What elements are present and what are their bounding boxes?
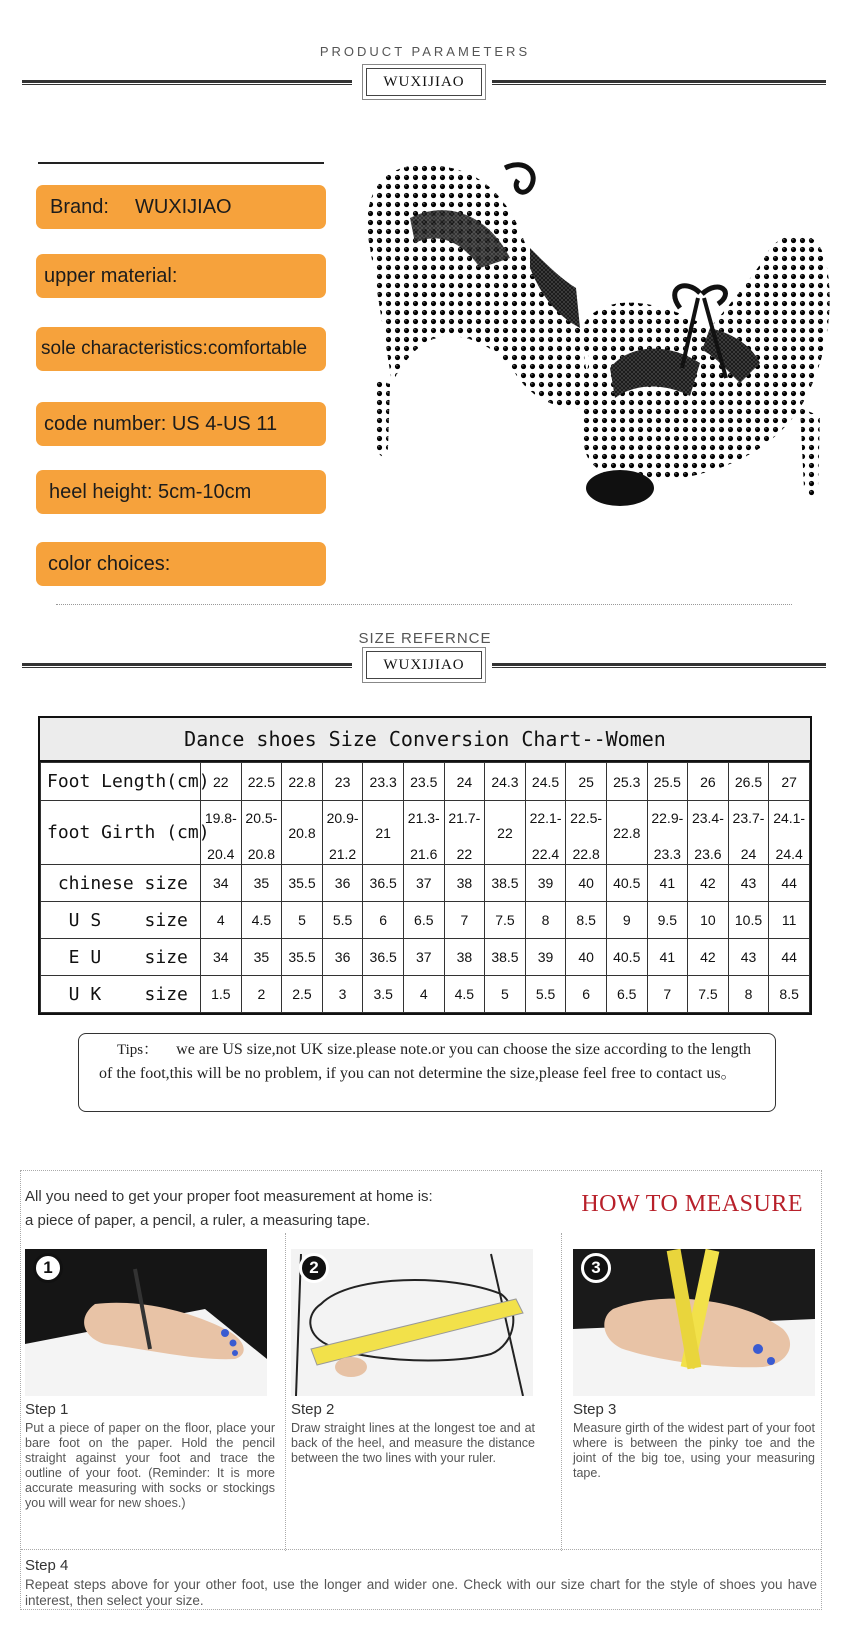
size-cell: 9 [606, 902, 647, 939]
size-cell: 10.5 [728, 902, 769, 939]
size-cell: 36.5 [363, 865, 404, 902]
girth-part: 22.8 [572, 845, 600, 862]
size-cell: 39 [525, 939, 566, 976]
size-cell: 38.5 [485, 939, 526, 976]
girth-part: 22.1- [529, 809, 562, 826]
step-separator [561, 1233, 562, 1551]
step1-image [25, 1249, 267, 1396]
size-cell: 8.5 [566, 902, 607, 939]
size-cell: 10 [688, 902, 729, 939]
step2-text: Draw straight lines at the longest toe and at back of the heel, and measure the distance between the two lines with your ruler. [291, 1421, 535, 1465]
size-cell: 26.5 [728, 763, 769, 801]
size-cell: 4 [403, 976, 444, 1013]
spec-heel-height: heel height: 5cm-10cm [36, 470, 326, 514]
girth-part: 23.4- [691, 809, 724, 826]
size-cell: 7.5 [688, 976, 729, 1013]
girth-part: 24.4 [775, 845, 803, 862]
size-cell: 42 [688, 939, 729, 976]
spec-upper-material: upper material: [36, 254, 326, 298]
size-cell: 20.8 [282, 801, 323, 865]
step3-text: Measure girth of the widest part of your foot where is between the pinky toe and the joint of the big toe, using your measuring tape. [573, 1421, 815, 1480]
size-cell [241, 801, 282, 865]
size-cell: 8.5 [769, 976, 810, 1013]
size-row [41, 939, 810, 976]
size-cell [322, 801, 363, 865]
size-cell: 22.5 [241, 763, 282, 801]
size-cell: 4 [201, 902, 242, 939]
size-cell: 38 [444, 865, 485, 902]
spec-code-number: code number: US 4-US 11 [36, 402, 326, 446]
girth-part: 21.7- [448, 809, 481, 826]
size-cell: 25 [566, 763, 607, 801]
step4-text: Repeat steps above for your other foot, use the longer and wider one. Check with our size chart for the style of shoes you have interest, then select your size. [25, 1577, 817, 1608]
product-parameters-title: PRODUCT PARAMETERS [319, 44, 531, 59]
spec-color-choices: color choices: [36, 542, 326, 586]
size-row [41, 976, 810, 1013]
girth-part: 23.6 [694, 845, 722, 862]
row-header: U S size [41, 902, 201, 939]
brand-logo-2: WUXIJIAO [362, 647, 486, 683]
size-cell: 23.3 [363, 763, 404, 801]
size-cell: 6.5 [606, 976, 647, 1013]
size-cell: 41 [647, 939, 688, 976]
row-header: Foot Length(cm) [41, 763, 201, 801]
size-cell: 4.5 [241, 902, 282, 939]
step3-image [573, 1249, 815, 1396]
tips-text: we are US size,not UK size.please note.or you can choose the size according to the length of the foot,this will be no problem, if you can not determine the size,please feel free to contact us。 [99, 1041, 752, 1082]
size-cell [566, 801, 607, 865]
girth-part: 21.3- [407, 809, 440, 826]
size-conversion-chart [38, 716, 812, 1015]
size-reference-title: SIZE REFERNCE [358, 630, 492, 647]
size-cell: 5 [485, 976, 526, 1013]
size-cell [728, 801, 769, 865]
size-cell: 26 [688, 763, 729, 801]
step1-badge: 1 [33, 1253, 63, 1283]
girth-part: 22 [456, 845, 473, 862]
size-cell: 9.5 [647, 902, 688, 939]
step4-title: Step 4 [25, 1557, 69, 1574]
brand-logo: WUXIJIAO [362, 64, 486, 100]
size-cell: 11 [769, 902, 810, 939]
size-cell: 25.5 [647, 763, 688, 801]
girth-part: 21.6 [410, 845, 438, 862]
size-cell: 44 [769, 939, 810, 976]
step2-badge: 2 [299, 1253, 329, 1283]
size-cell: 22.8 [606, 801, 647, 865]
size-cell: 38.5 [485, 865, 526, 902]
girth-part: 20.9- [326, 809, 359, 826]
size-cell: 5.5 [525, 976, 566, 1013]
size-cell [444, 801, 485, 865]
size-row [41, 801, 810, 865]
size-cell: 37 [403, 939, 444, 976]
size-cell: 34 [201, 865, 242, 902]
measure-intro: All you need to get your proper foot measurement at home is: a piece of paper, a pencil, a ruler, a measuring tape. [25, 1188, 433, 1229]
step4-separator [21, 1549, 821, 1550]
girth-part: 23.7- [732, 809, 765, 826]
girth-part: 20.5- [245, 809, 278, 826]
size-rule-left [22, 663, 352, 668]
size-cell: 35.5 [282, 865, 323, 902]
size-cell: 27 [769, 763, 810, 801]
size-cell: 36 [322, 939, 363, 976]
step1-text: Put a piece of paper on the floor, place your bare foot on the paper. Hold the pencil straight against your foot and trace the outline of your foot. (Reminder: It is more accurate measuring with socks or stockings you will wear for new shoes.) [25, 1421, 275, 1510]
step2-title: Step 2 [291, 1401, 335, 1418]
step-separator [285, 1233, 286, 1551]
girth-part: 23.3 [653, 845, 681, 862]
row-header: foot Girth (cm) [41, 801, 201, 865]
size-cell: 8 [728, 976, 769, 1013]
size-cell: 35 [241, 939, 282, 976]
size-cell: 7 [647, 976, 688, 1013]
size-cell: 38 [444, 939, 485, 976]
girth-part: 24 [740, 845, 757, 862]
step2-image [291, 1249, 533, 1396]
size-cell [525, 801, 566, 865]
size-cell [769, 801, 810, 865]
size-cell: 6.5 [403, 902, 444, 939]
size-cell [647, 801, 688, 865]
product-shoes-image [330, 128, 850, 558]
size-cell: 42 [688, 865, 729, 902]
spec-sole: sole characteristics:comfortable [36, 327, 326, 371]
size-table [40, 762, 810, 1013]
size-cell: 21 [363, 801, 404, 865]
size-cell: 36 [322, 865, 363, 902]
size-cell: 22 [201, 763, 242, 801]
girth-part: 22.5- [570, 809, 603, 826]
girth-part: 22.9- [651, 809, 684, 826]
size-cell: 22 [485, 801, 526, 865]
girth-part: 21.2 [328, 845, 357, 862]
size-cell: 6 [363, 902, 404, 939]
size-cell: 22.8 [282, 763, 323, 801]
size-row [41, 865, 810, 902]
size-cell: 40 [566, 939, 607, 976]
size-cell: 39 [525, 865, 566, 902]
section-divider [56, 604, 792, 605]
size-row [41, 902, 810, 939]
size-cell: 5 [282, 902, 323, 939]
how-to-measure-heading: HOW TO MEASURE [581, 1191, 803, 1217]
girth-part: 19.8- [204, 809, 237, 826]
chart-title: Dance shoes Size Conversion Chart--Women [40, 718, 810, 762]
size-cell: 3 [322, 976, 363, 1013]
size-cell: 24 [444, 763, 485, 801]
tips-box [78, 1033, 776, 1112]
girth-part: 20.4 [207, 845, 235, 862]
spec-brand [36, 185, 326, 229]
size-cell: 40 [566, 865, 607, 902]
size-cell [403, 801, 444, 865]
header-rule-left [22, 80, 352, 85]
size-cell: 3.5 [363, 976, 404, 1013]
step1-title: Step 1 [25, 1401, 69, 1418]
size-cell: 41 [647, 865, 688, 902]
tips-label: Tips： [117, 1042, 159, 1058]
step3-title: Step 3 [573, 1401, 617, 1418]
size-cell: 36.5 [363, 939, 404, 976]
size-cell: 7.5 [485, 902, 526, 939]
spec-brand-label: Brand: [50, 195, 109, 218]
girth-part: 20.8 [247, 845, 276, 862]
size-cell: 5.5 [322, 902, 363, 939]
step3-badge: 3 [581, 1253, 611, 1283]
spec-brand-value: WUXIJIAO [134, 195, 232, 218]
row-header: U K size [41, 976, 201, 1013]
size-cell: 35.5 [282, 939, 323, 976]
size-cell [688, 801, 729, 865]
size-rule-right [492, 663, 826, 668]
size-cell: 34 [201, 939, 242, 976]
size-row [41, 763, 810, 801]
size-cell: 37 [403, 865, 444, 902]
size-cell: 2.5 [282, 976, 323, 1013]
size-cell: 23.5 [403, 763, 444, 801]
size-cell: 4.5 [444, 976, 485, 1013]
size-cell: 6 [566, 976, 607, 1013]
size-cell: 40.5 [606, 865, 647, 902]
how-to-measure [20, 1170, 822, 1610]
spec-divider [38, 162, 324, 164]
girth-part: 24.1- [773, 809, 806, 826]
size-cell: 24.5 [525, 763, 566, 801]
size-cell: 1.5 [201, 976, 242, 1013]
size-cell: 43 [728, 939, 769, 976]
size-cell: 40.5 [606, 939, 647, 976]
header-rule-right [492, 80, 826, 85]
row-header: chinese size [41, 865, 201, 902]
size-cell: 2 [241, 976, 282, 1013]
girth-part: 22.4 [531, 845, 560, 862]
size-cell: 7 [444, 902, 485, 939]
size-cell: 8 [525, 902, 566, 939]
size-cell: 23 [322, 763, 363, 801]
size-cell: 35 [241, 865, 282, 902]
size-cell: 44 [769, 865, 810, 902]
size-cell: 24.3 [485, 763, 526, 801]
size-cell: 25.3 [606, 763, 647, 801]
row-header: E U size [41, 939, 201, 976]
size-cell: 43 [728, 865, 769, 902]
